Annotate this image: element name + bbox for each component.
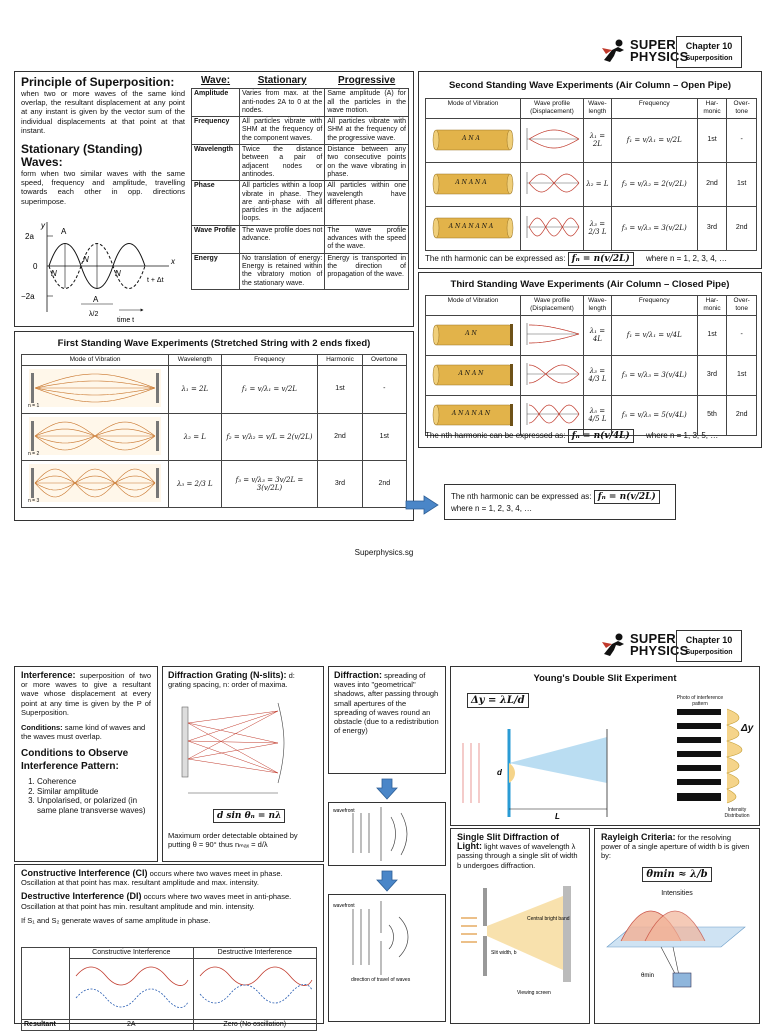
pipe-node-labels: A N A N A N <box>451 410 491 418</box>
cp-header-frequency: Frequency <box>611 296 697 316</box>
pipe-wl-cell: λ₃ = 4/3 L <box>584 355 612 395</box>
standing-wave-diagram <box>19 218 189 326</box>
pipe-mode-cell <box>426 206 521 250</box>
pipe-illustration <box>428 361 518 389</box>
string-o-cell: 1st <box>362 413 406 460</box>
string-row <box>22 366 407 413</box>
ci-di-table <box>21 947 317 1031</box>
closed-pipe-formula: fₙ = n(v/4L) <box>568 429 634 443</box>
pipe-h-cell: 2nd <box>697 162 727 206</box>
string-wl-cell: λ₃ = 2/3 L <box>169 460 221 507</box>
closed-pipe-nth <box>425 429 757 443</box>
wave-profile-cell <box>521 162 584 206</box>
observe-item: 3. Unpolarised, or polarized (in same plane transverse waves) <box>37 796 151 815</box>
antinode-a2: A <box>93 295 99 304</box>
direction-label: direction of travel of waves <box>351 977 411 983</box>
young-panel <box>450 666 760 826</box>
pipe-f-cell: f₃ = v/λ₃ = 3(v/2L) <box>611 206 697 250</box>
op-header-mode: Mode of Vibration <box>426 99 521 119</box>
grating-diagram <box>168 693 318 801</box>
grating-panel <box>162 666 324 862</box>
closed_pipe-row <box>426 315 757 355</box>
cmp-row-label: Phase <box>192 181 240 225</box>
string-row <box>22 413 407 460</box>
arrow-down-icon <box>376 778 398 800</box>
cmp-row <box>192 145 409 181</box>
viewing-screen-label: Viewing screen <box>517 989 551 996</box>
diffraction-body: spreading of waves into "geometrical" shadows, after passing through small apertures of the spreading of waves round an obstacle (due to a redistribution of energy) <box>334 671 439 736</box>
string-formula: fₙ = n(v/2L) <box>594 490 660 504</box>
open_pipe-row <box>426 206 757 250</box>
label-lambda-half: λ/2 <box>89 311 99 318</box>
st-header-mode: Mode of Vibration <box>22 355 169 366</box>
closed-pipe-table <box>425 295 757 436</box>
di-col-header: Destructive Interference <box>193 948 317 959</box>
string-where: where n = 1, 2, 3, 4, … <box>451 504 533 513</box>
wave-profile-cell <box>521 206 584 250</box>
wavefront-diagram-1 <box>328 802 446 866</box>
young-d-label: d <box>497 768 502 777</box>
chapter-topic: Superposition <box>685 55 733 62</box>
string-title: First Standing Wave Experiments (Stretched String with 2 ends fixed) <box>57 338 371 349</box>
cmp-progressive-cell: Energy is transported in the direction of propagation of the wave. <box>325 253 409 289</box>
single-slit-panel <box>450 828 590 1024</box>
mode-number-label: n = 2 <box>28 450 40 457</box>
string-o-cell: 2nd <box>362 460 406 507</box>
closed-pipe-nth-text: The nth harmonic can be expressed as: <box>425 431 566 441</box>
grating-title: Diffraction Grating (N-slits): <box>168 670 287 680</box>
wavefront-label-2: wavefront <box>333 903 355 909</box>
page-2 <box>0 631 768 1028</box>
cmp-progressive-cell: Distance between any two consecutive points on the wave vibrating in phase. <box>325 145 409 181</box>
string-o-cell: - <box>362 366 406 413</box>
wave-profile-cell <box>521 118 584 162</box>
interference-panel <box>14 666 158 862</box>
pipe-wl-cell: λ₅ = 4/5 L <box>584 395 612 435</box>
ci-title: Constructive Interference (CI) <box>21 868 148 878</box>
grating-formula: d sin θₙ = nλ <box>213 809 285 823</box>
pipe-illustration <box>428 214 518 242</box>
pipe-h-cell: 3rd <box>697 355 727 395</box>
pipe-illustration <box>428 321 518 349</box>
single-slit-body: light waves of wavelength λ passing through a single slit of width b undergoes diffraction. <box>457 842 578 870</box>
cmp-row <box>192 253 409 289</box>
cmp-header-stationary: Stationary <box>257 75 307 86</box>
open_pipe-row <box>426 162 757 206</box>
pipe-o-cell: - <box>727 118 757 162</box>
pipe-illustration <box>428 126 518 154</box>
observe-title: Conditions to Observe Interference Pattern: <box>21 748 129 773</box>
cmp-row-label: Wavelength <box>192 145 240 181</box>
st-header-wavelength: Wavelength <box>169 355 221 366</box>
ci-body: occurs where two waves meet in phase. Oscillation at that point has max. resultant amplitude and max. intensity. <box>21 869 283 888</box>
photo-label: Photo of interference pattern <box>676 695 724 707</box>
cmp-stationary-cell: All particles vibrate with SHM at the frequency of the component waves. <box>240 117 325 145</box>
intensity-label: Intensity Distribution <box>724 807 750 819</box>
superposition-body: when two or more waves of the same kind overlap, the resultant displacement at any point at any instant is given by the vector sum of the individual displacements at that point at that instant. <box>21 89 185 135</box>
string-h-cell: 2nd <box>318 413 362 460</box>
cmp-row <box>192 89 409 117</box>
di-waves <box>196 960 314 1014</box>
young-title: Young's Double Slit Experiment <box>533 673 677 684</box>
di-title: Destructive Interference (DI) <box>21 891 142 902</box>
single-slit-title: Single Slit Diffraction of Light: <box>457 832 560 852</box>
pipe-h-cell: 3rd <box>697 206 727 250</box>
chapter-number-2: Chapter 10 <box>685 635 733 645</box>
resultant-label: Resultant <box>22 1019 70 1030</box>
label-2a: 2a <box>25 232 34 241</box>
pipe-wl-cell: λ₁ = 4L <box>584 315 612 355</box>
ci-col-header: Constructive Interference <box>70 948 194 959</box>
wave-profile-cell <box>521 315 584 355</box>
wavefront-label-1: wavefront <box>333 808 355 814</box>
label-time: time t <box>117 317 135 324</box>
cmp-header-progressive: Progressive <box>338 75 396 86</box>
arrow-right-icon <box>404 495 440 515</box>
wavefront-diagram-2 <box>328 894 446 1022</box>
node-n3: N <box>115 269 121 278</box>
interference-body: superposition of two or more waves to give a resultant wave whose displacement at every point at any time is given by the P of Superposition. <box>21 671 151 717</box>
pipe-mode-cell <box>426 118 521 162</box>
chapter-topic-2: Superposition <box>685 649 733 656</box>
axis-y-label: y <box>41 221 45 230</box>
pipe-wl-cell: λ₁ = 2L <box>584 118 612 162</box>
cp-header-overtone: Over-tone <box>727 296 757 316</box>
pipe-f-cell: f₂ = v/λ₂ = 2(v/2L) <box>611 162 697 206</box>
cmp-stationary-cell: All particles within a loop vibrate in phase. They are anti-phase with all particles in the adjacent loops. <box>240 181 325 225</box>
pipe-mode-cell <box>426 162 521 206</box>
mode-number-label: n = 3 <box>28 497 40 504</box>
pipe-o-cell: 2nd <box>727 395 757 435</box>
s1s2-text: If S₁ and S₂ generate waves of same amplitude in phase. <box>21 915 211 925</box>
string-mode-cell <box>22 460 169 507</box>
superhero-icon-2 <box>600 632 628 658</box>
cp-header-wavelength: Wave-length <box>584 296 612 316</box>
ci-di-panel <box>14 864 324 1028</box>
string-h-cell: 3rd <box>318 460 362 507</box>
pipe-node-labels: A N A <box>462 135 480 143</box>
closed_pipe-row <box>426 355 757 395</box>
pipe-node-labels: A N A N A <box>455 179 487 187</box>
brand-line1-2: SUPER <box>630 631 676 646</box>
young-diagram <box>457 723 657 823</box>
open-pipe-formula: fₙ = n(v/2L) <box>568 252 634 266</box>
brand-line1: SUPER <box>630 37 676 52</box>
label-zero: 0 <box>33 262 38 271</box>
standing-body: form when two similar waves with the same speed, frequency and amplitude, travelling towards each other in opp. directions superimpose. <box>21 169 185 206</box>
cmp-stationary-cell: Twice the distance between a pair of adjacent nodes or antinodes. <box>240 145 325 181</box>
grating-desc: d: grating spacing, n: order of maxima. <box>168 671 295 690</box>
label-minus-2a: −2a <box>21 292 35 301</box>
open-pipe-table <box>425 98 757 251</box>
cmp-row <box>192 181 409 225</box>
page-footer: Superphysics.sg <box>354 548 414 557</box>
rayleigh-panel <box>594 828 760 1024</box>
observe-list <box>37 777 151 815</box>
st-header-harmonic: Harmonic <box>318 355 362 366</box>
pipe-wl-cell: λ₃ = 2/3 L <box>584 206 612 250</box>
antinode-a1: A <box>61 227 67 236</box>
cp-header-harmonic: Har-monic <box>697 296 727 316</box>
di-resultant: Zero (No oscillation) <box>193 1019 317 1030</box>
pipe-h-cell: 1st <box>697 118 727 162</box>
cmp-progressive-cell: Same amplitude (A) for all the particles in the wave motion. <box>325 89 409 117</box>
mode-number-label: n = 1 <box>28 403 40 410</box>
open-pipe-title: Second Standing Wave Experiments (Air Column – Open Pipe) <box>448 80 732 91</box>
open-pipe-nth <box>425 252 757 266</box>
cmp-stationary-cell: The wave profile does not advance. <box>240 225 325 253</box>
cmp-row-label: Frequency <box>192 117 240 145</box>
cmp-stationary-cell: No translation of energy: Energy is retained within the vibratory motion of the stationary wave. <box>240 253 325 289</box>
diffraction-panel <box>328 666 446 774</box>
grating-note: Maximum order detectable obtained by putting θ = 90° thus nₘₐₓ = d/λ <box>168 831 298 850</box>
st-header-overtone: Overtone <box>362 355 406 366</box>
cp-header-mode: Mode of Vibration <box>426 296 521 316</box>
diffraction-title: Diffraction: <box>334 670 382 680</box>
pipe-f-cell: f₃ = v/λ₃ = 3(v/4L) <box>611 355 697 395</box>
cmp-row-label: Amplitude <box>192 89 240 117</box>
young-l-label: L <box>555 812 560 821</box>
standing-title: Stationary (Standing) Waves: <box>21 142 143 170</box>
wavefront-svg-2 <box>329 895 445 1021</box>
string-h-cell: 1st <box>318 366 362 413</box>
di-body: occurs where two waves meet in anti-phase. Oscillation at that point has min. resultant amplitude and min. intensity. <box>21 892 292 911</box>
rayleigh-title: Rayleigh Criteria: <box>601 832 676 842</box>
axis-x-label: x <box>171 257 175 266</box>
chapter-box-2 <box>676 630 742 662</box>
string-mode-cell <box>22 366 169 413</box>
pipe-o-cell: 1st <box>727 355 757 395</box>
ci-resultant: 2A <box>70 1019 194 1030</box>
string-f-cell: f₂ = v/λ₂ = v/L = 2(v/2L) <box>221 413 318 460</box>
pipe-o-cell: 2nd <box>727 206 757 250</box>
wave-profile-cell <box>521 355 584 395</box>
string-row <box>22 460 407 507</box>
rayleigh-diagram <box>601 897 751 989</box>
interference-title: Interference: <box>21 670 76 680</box>
chapter-box <box>676 36 742 68</box>
superhero-icon <box>600 38 628 64</box>
pipe-o-cell: - <box>727 315 757 355</box>
pipe-h-cell: 5th <box>697 395 727 435</box>
intensities-label: Intensities <box>661 889 693 897</box>
string-nth-text: The nth harmonic can be expressed as: <box>451 492 592 502</box>
pipe-wl-cell: λ₂ = L <box>584 162 612 206</box>
string-nth-box <box>444 484 676 520</box>
open-pipe-nth-text: The nth harmonic can be expressed as: <box>425 254 566 264</box>
op-header-harmonic: Har-monic <box>697 99 727 119</box>
string-table <box>21 354 407 508</box>
pipe-f-cell: f₁ = v/λ₁ = v/2L <box>611 118 697 162</box>
ci-waves <box>72 960 190 1014</box>
young-formula: Δy = λL/d <box>467 693 529 708</box>
single-slit-diagram <box>457 878 585 998</box>
string-wl-cell: λ₁ = 2L <box>169 366 221 413</box>
central-band-label: Central bright band <box>527 915 570 922</box>
pipe-f-cell: f₁ = v/λ₁ = v/4L <box>611 315 697 355</box>
young-dy-label: Δy <box>741 723 754 734</box>
open_pipe-row <box>426 118 757 162</box>
chapter-number: Chapter 10 <box>685 41 733 51</box>
cmp-row-label: Energy <box>192 253 240 289</box>
op-header-frequency: Frequency <box>611 99 697 119</box>
wavefront-svg-1 <box>329 803 445 865</box>
arrow-down-icon-2 <box>376 870 398 892</box>
op-header-wavelength: Wave-length <box>584 99 612 119</box>
node-n1: N <box>51 269 57 278</box>
closed-pipe-where: where n = 1, 3, 5, … <box>645 431 719 441</box>
pipe-mode-cell <box>426 355 521 395</box>
string-wl-cell: λ₂ = L <box>169 413 221 460</box>
pipe-node-labels: A N A N A N A <box>448 223 494 231</box>
cp-header-profile: Wave profile (Displacement) <box>521 296 584 316</box>
conditions-label: Conditions: <box>21 723 63 733</box>
pipe-f-cell: f₅ = v/λ₅ = 5(v/4L) <box>611 395 697 435</box>
interference-photo <box>677 709 721 801</box>
pipe-node-labels: A N A N <box>458 370 484 378</box>
label-t-dt: t + Δt <box>147 277 164 284</box>
node-n2: N <box>83 255 89 264</box>
observe-item: 2. Similar amplitude <box>37 787 151 797</box>
st-header-frequency: Frequency <box>221 355 318 366</box>
op-header-profile: Wave profile (Displacement) <box>521 99 584 119</box>
theta-min-label: θmin <box>641 972 655 979</box>
pipe-illustration <box>428 170 518 198</box>
brand-line2-2: PHYSICS <box>630 643 689 658</box>
cmp-row-label: Wave Profile <box>192 225 240 253</box>
cmp-progressive-cell: The wave profile advances with the speed of the wave. <box>325 225 409 253</box>
cmp-stationary-cell: Varies from max. at the anti-nodes 2A to 0 at the nodes. <box>240 89 325 117</box>
string-f-cell: f₃ = v/λ₃ = 3v/2L = 3(v/2L) <box>221 460 318 507</box>
conditions-body: same kind of waves and the waves must overlap. <box>21 723 146 742</box>
open-pipe-panel <box>418 71 762 269</box>
string-panel <box>14 331 414 521</box>
slit-width-label: Slit width, b <box>491 949 517 956</box>
brand-line2: PHYSICS <box>630 49 689 64</box>
cmp-row <box>192 117 409 145</box>
string-mode-cell <box>22 413 169 460</box>
closed-pipe-panel <box>418 272 762 448</box>
wave-comparison-table <box>191 76 409 290</box>
observe-item: 1. Coherence <box>37 777 151 787</box>
cmp-row <box>192 225 409 253</box>
cmp-progressive-cell: All particles within one wavelength have different phase. <box>325 181 409 225</box>
superposition-panel <box>14 71 414 327</box>
pipe-h-cell: 1st <box>697 315 727 355</box>
cmp-header-wave: Wave: <box>200 75 231 86</box>
pipe-o-cell: 1st <box>727 162 757 206</box>
op-header-overtone: Over-tone <box>727 99 757 119</box>
pipe-node-labels: A N <box>465 330 477 338</box>
closed-pipe-title: Third Standing Wave Experiments (Air Column – Closed Pipe) <box>450 279 730 290</box>
string-f-cell: f₁ = v/λ₁ = v/2L <box>221 366 318 413</box>
open-pipe-where: where n = 1, 2, 3, 4, … <box>645 254 728 264</box>
superposition-title: Principle of Superposition: <box>21 75 175 89</box>
rayleigh-body: for the resolving power of a single aperture of width b is given by: <box>601 833 750 861</box>
pipe-mode-cell <box>426 315 521 355</box>
rayleigh-formula: θmin ≈ λ/b <box>642 867 711 882</box>
cmp-progressive-cell: All particles vibrate with SHM at the frequency of the progressive wave. <box>325 117 409 145</box>
pipe-illustration <box>428 401 518 429</box>
